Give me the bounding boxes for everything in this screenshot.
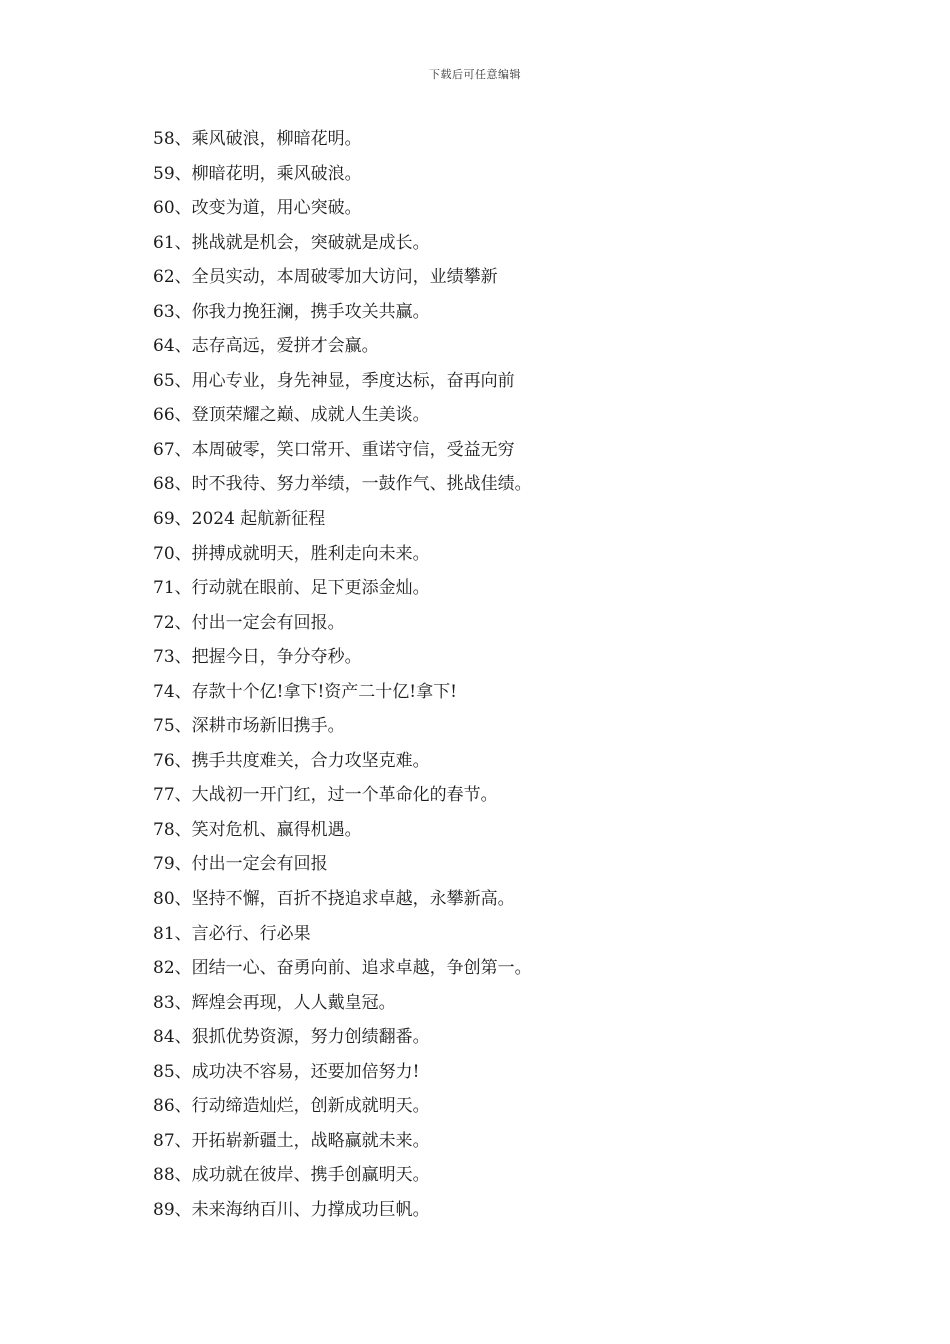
slogan-item: 61、挑战就是机会，突破就是成长。 <box>153 232 430 253</box>
slogan-item: 76、携手共度难关，合力攻坚克难。 <box>153 750 430 771</box>
slogan-item: 89、未来海纳百川、力撑成功巨帆。 <box>153 1199 430 1220</box>
slogan-item: 73、把握今日，争分夺秒。 <box>153 647 362 668</box>
slogan-item: 77、大战初一开门红，过一个革命化的春节。 <box>153 785 498 806</box>
slogan-item: 72、付出一定会有回报。 <box>153 612 345 633</box>
slogan-list <box>153 122 853 1228</box>
slogan-item: 85、成功决不容易，还要加倍努力! <box>153 1061 420 1082</box>
slogan-item: 80、坚持不懈，百折不挠追求卓越，永攀新高。 <box>153 889 515 910</box>
slogan-item: 66、登顶荣耀之巅、成就人生美谈。 <box>153 405 430 426</box>
slogan-item: 64、志存高远，爱拼才会赢。 <box>153 336 379 357</box>
slogan-item: 58、乘风破浪，柳暗花明。 <box>153 129 362 149</box>
slogan-item: 68、时不我待、努力举绩，一鼓作气、挑战佳绩。 <box>153 474 532 495</box>
slogan-item: 74、存款十个亿!拿下!资产二十亿!拿下! <box>153 681 457 702</box>
slogan-item: 79、付出一定会有回报 <box>153 854 328 875</box>
page-header: 下载后可任意编辑 <box>429 68 521 81</box>
slogan-item: 88、成功就在彼岸、携手创赢明天。 <box>153 1165 430 1186</box>
slogan-item: 87、开拓崭新疆土，战略赢就未来。 <box>153 1130 430 1151</box>
slogan-item: 78、笑对危机、赢得机遇。 <box>153 819 362 840</box>
slogan-item: 62、全员实动，本周破零加大访问，业绩攀新 <box>153 267 498 288</box>
slogan-item: 71、行动就在眼前、足下更添金灿。 <box>153 578 430 599</box>
slogan-item: 69、2024 起航新征程 <box>153 509 326 530</box>
slogan-item: 75、深耕市场新旧携手。 <box>153 716 345 737</box>
slogan-item: 81、言必行、行必果 <box>153 923 311 944</box>
slogan-item: 84、狠抓优势资源，努力创绩翻番。 <box>153 1027 430 1048</box>
slogan-item: 60、改变为道，用心突破。 <box>153 198 362 219</box>
slogan-item: 59、柳暗花明，乘风破浪。 <box>153 163 362 184</box>
slogan-item: 63、你我力挽狂澜，携手攻关共赢。 <box>153 301 430 322</box>
slogan-item: 70、拼搏成就明天，胜利走向未来。 <box>153 543 430 564</box>
slogan-item: 82、团结一心、奋勇向前、追求卓越，争创第一。 <box>153 958 532 979</box>
slogan-item: 86、行动缔造灿烂，创新成就明天。 <box>153 1096 430 1117</box>
slogan-item: 67、本周破零，笑口常开、重诺守信，受益无穷 <box>153 439 515 460</box>
slogan-item: 65、用心专业，身先神显，季度达标，奋再向前 <box>153 370 515 391</box>
slogan-item: 83、辉煌会再现，人人戴皇冠。 <box>153 992 396 1013</box>
